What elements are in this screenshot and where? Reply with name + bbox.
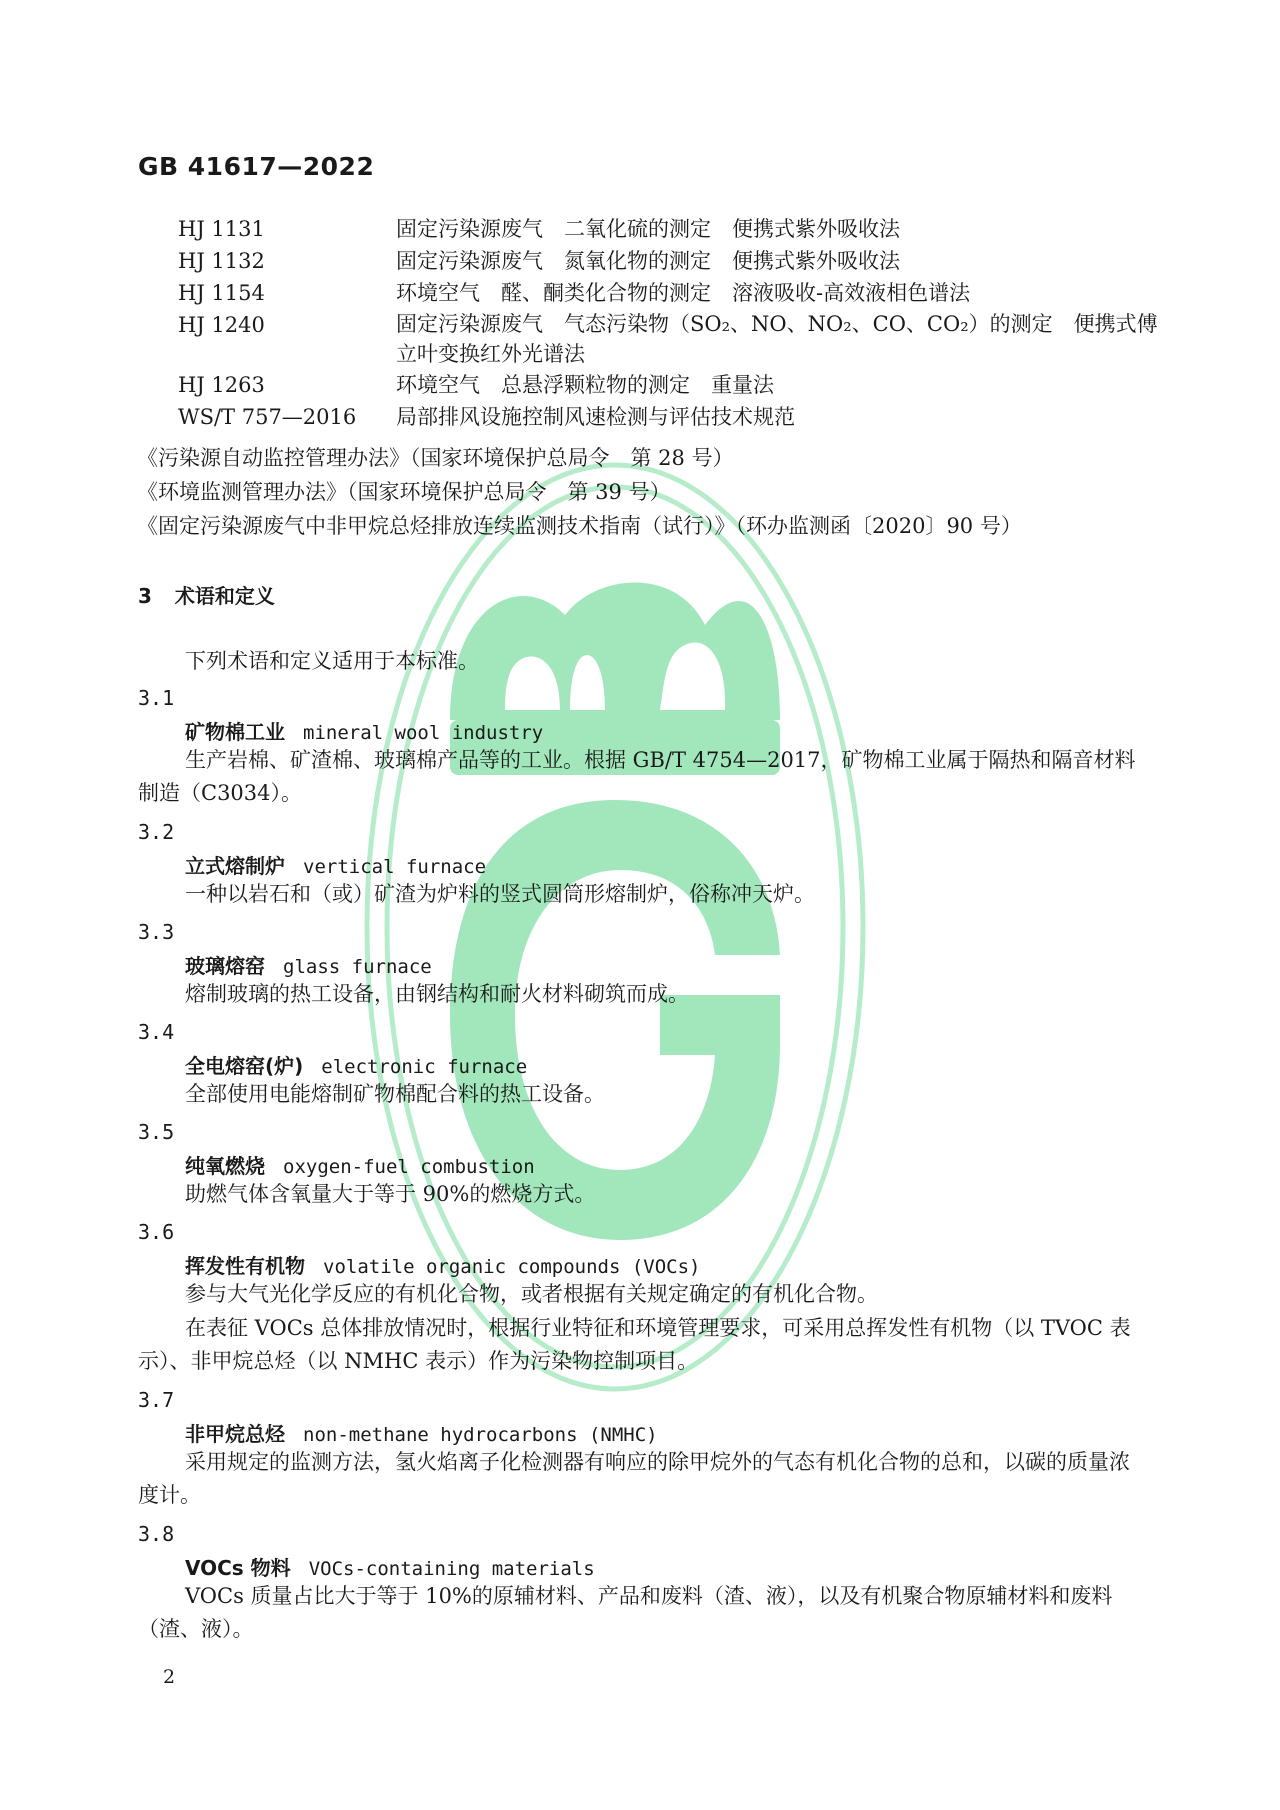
term-heading	[185, 1050, 527, 1079]
section-number: 3	[138, 584, 152, 608]
term-chinese: 全电熔窑(炉)	[185, 1054, 304, 1078]
term-chinese: 矿物棉工业	[185, 720, 285, 744]
term-english: glass furnace	[283, 956, 432, 978]
section-intro: 下列术语和定义适用于本标准。	[185, 649, 479, 673]
term-english: vertical furnace	[303, 856, 487, 878]
reference-title: 固定污染源废气 二氧化硫的测定 便携式紫外吸收法	[396, 217, 900, 241]
reference-code: HJ 1263	[178, 373, 265, 397]
term-definition: 在表征 VOCs 总体排放情况时，根据行业特征和环境管理要求，可采用总挥发性有机物（以 TVOC 表示）、非甲烷总烃（以 NMHC 表示）作为污染物控制项目。	[138, 1316, 1131, 1373]
reference-code: HJ 1131	[178, 217, 265, 241]
term-heading	[185, 950, 432, 979]
term-definition: 助燃气体含氧量大于等于 90%的燃烧方式。	[185, 1182, 596, 1206]
term-english: electronic furnace	[321, 1056, 528, 1078]
term-definition: 采用规定的监测方法，氢火焰离子化检测器有响应的除甲烷外的气态有机化合物的总和，以碳的质量浓度计。	[138, 1450, 1130, 1507]
term-english: oxygen-fuel combustion	[283, 1156, 535, 1178]
reference-code: HJ 1132	[178, 249, 265, 273]
term-heading	[185, 1418, 658, 1447]
standard-code-header: GB 41617—2022	[138, 152, 375, 181]
term-number: 3.1	[138, 686, 175, 710]
normative-references-list	[178, 213, 1178, 433]
reference-row	[178, 277, 1178, 309]
reference-title: 局部排风设施控制风速检测与评估技术规范	[396, 405, 795, 429]
term-chinese: 纯氧燃烧	[185, 1154, 265, 1178]
reference-title: 环境空气 醛、酮类化合物的测定 溶液吸收-高效液相色谱法	[396, 281, 971, 305]
term-number: 3.5	[138, 1120, 175, 1144]
term-definition: VOCs 质量占比大于等于 10%的原辅材料、产品和废料（渣、液），以及有机聚合物原辅材料和废料（渣、液）。	[138, 1584, 1113, 1641]
reference-row	[178, 245, 1178, 277]
reference-title: 固定污染源废气 氮氧化物的测定 便携式紫外吸收法	[396, 249, 900, 273]
section-heading	[138, 580, 275, 609]
term-number: 3.7	[138, 1388, 175, 1412]
term-chinese: VOCs 物料	[185, 1556, 291, 1580]
reference-code: HJ 1154	[178, 281, 265, 305]
term-definition: 一种以岩石和（或）矿渣为炉料的竖式圆筒形熔制炉，俗称冲天炉。	[185, 882, 815, 906]
term-number: 3.2	[138, 820, 175, 844]
term-number: 3.3	[138, 920, 175, 944]
term-english: non-methane hydrocarbons (NMHC)	[303, 1424, 658, 1446]
reference-row	[178, 369, 1178, 401]
term-chinese: 立式熔制炉	[185, 854, 285, 878]
term-chinese: 挥发性有机物	[185, 1254, 305, 1278]
regulation-reference: 《污染源自动监控管理办法》（国家环境保护总局令 第 28 号）	[137, 446, 734, 470]
term-chinese: 玻璃熔窑	[185, 954, 265, 978]
term-chinese: 非甲烷总烃	[185, 1422, 285, 1446]
term-definition: 熔制玻璃的热工设备，由钢结构和耐火材料砌筑而成。	[185, 982, 689, 1006]
reference-row	[178, 401, 1178, 433]
regulation-reference: 《环境监测管理办法》（国家环境保护总局令 第 39 号）	[137, 480, 671, 504]
reference-title: 固定污染源废气 气态污染物（SO₂、NO、NO₂、CO、CO₂）的测定 便携式傅立叶变换红外光谱法	[396, 312, 1158, 366]
term-definition: 生产岩棉、矿渣棉、玻璃棉产品等的工业。根据 GB/T 4754—2017，矿物棉工业属于隔热和隔音材料制造（C3034）。	[138, 748, 1136, 805]
term-heading	[185, 850, 486, 879]
term-heading	[185, 1250, 701, 1279]
reference-code: HJ 1240	[178, 313, 265, 337]
page-number: 2	[163, 1666, 176, 1688]
term-definition: 参与大气光化学反应的有机化合物，或者根据有关规定确定的有机化合物。	[185, 1282, 878, 1306]
term-definition: 全部使用电能熔制矿物棉配合料的热工设备。	[185, 1082, 605, 1106]
term-heading	[185, 716, 543, 745]
reference-row	[178, 213, 1178, 245]
reference-row	[178, 309, 1178, 369]
reference-code: WS/T 757—2016	[178, 405, 357, 429]
term-number: 3.6	[138, 1220, 175, 1244]
term-english: VOCs-containing materials	[308, 1558, 595, 1580]
section-title: 术语和定义	[174, 584, 275, 608]
term-number: 3.8	[138, 1522, 175, 1546]
term-heading	[185, 1552, 595, 1581]
term-heading	[185, 1150, 535, 1179]
term-english: mineral wool industry	[303, 722, 544, 744]
term-number: 3.4	[138, 1020, 175, 1044]
reference-title: 环境空气 总悬浮颗粒物的测定 重量法	[396, 373, 774, 397]
regulation-reference: 《固定污染源废气中非甲烷总烃排放连续监测技术指南（试行）》（环办监测函〔2020〕90 号）	[137, 514, 1022, 538]
term-english: volatile organic compounds (VOCs)	[323, 1256, 701, 1278]
